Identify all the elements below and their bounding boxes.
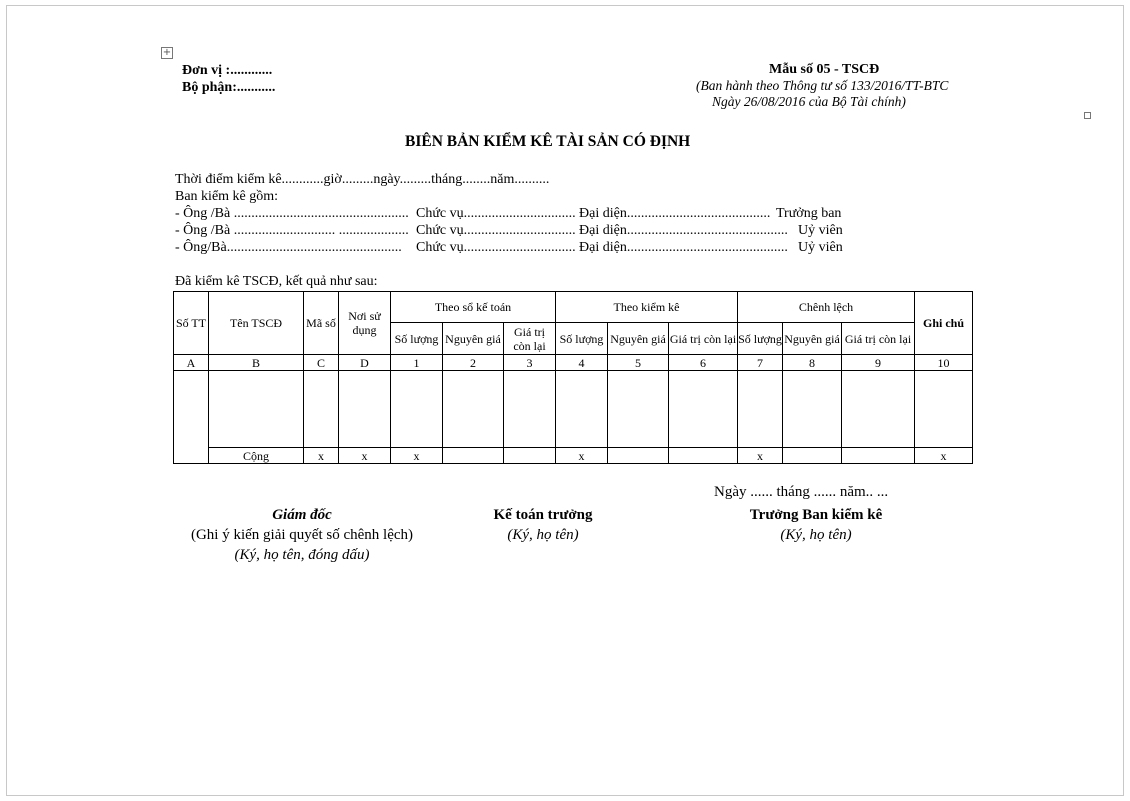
data-cell[interactable] xyxy=(304,371,339,448)
result-intro: Đã kiểm kê TSCĐ, kết quả như sau: xyxy=(175,274,378,289)
column-code: 8 xyxy=(783,355,842,371)
total-mark: x xyxy=(391,448,443,464)
subheader-qty: Số lượng xyxy=(738,323,783,355)
asset-inventory-table xyxy=(173,291,973,464)
member-role: Uỷ viên xyxy=(798,223,843,238)
member-row xyxy=(175,239,875,256)
header-group-count: Theo kiểm kê xyxy=(556,292,738,323)
column-code: D xyxy=(339,355,391,371)
column-code: 4 xyxy=(556,355,608,371)
director-sign-hint: (Ký, họ tên, đóng dấu) xyxy=(234,547,370,563)
column-code: 2 xyxy=(443,355,504,371)
total-mark: x xyxy=(915,448,973,464)
data-cell[interactable] xyxy=(556,371,608,448)
member-role: Uỷ viên xyxy=(798,240,843,255)
header-asset-name: Tên TSCĐ xyxy=(209,292,304,355)
total-mark: x xyxy=(339,448,391,464)
committee-label: Ban kiểm kê gồm: xyxy=(175,189,279,204)
column-code: A xyxy=(174,355,209,371)
member-name: - Ông /Bà ............................. .................... xyxy=(175,223,409,238)
document-title: BIÊN BẢN KIỂM KÊ TÀI SẢN CÓ ĐỊNH xyxy=(405,133,691,150)
data-cell[interactable] xyxy=(504,371,556,448)
unit-label: Đơn vị :............ xyxy=(182,63,273,78)
inspection-info xyxy=(175,171,875,256)
data-cell[interactable] xyxy=(608,371,669,448)
column-code: 5 xyxy=(608,355,669,371)
director-title: Giám đốc xyxy=(272,507,332,523)
member-role: Trưởng ban xyxy=(776,206,842,221)
data-cell[interactable] xyxy=(391,371,443,448)
header-code: Mã số xyxy=(304,292,339,355)
director-note: (Ghi ý kiến giải quyết số chênh lệch) xyxy=(190,527,414,543)
total-cell[interactable] xyxy=(842,448,915,464)
issued-by-line2: Ngày 26/08/2016 của Bộ Tài chính) xyxy=(712,94,906,109)
total-cell[interactable] xyxy=(443,448,504,464)
data-cell[interactable] xyxy=(915,371,973,448)
subheader-remaining: Giá trị còn lại xyxy=(504,323,556,355)
table-data-row xyxy=(174,371,973,448)
data-cell[interactable] xyxy=(669,371,738,448)
signature-committee-head xyxy=(726,505,906,545)
table-header-row xyxy=(174,292,973,323)
data-cell[interactable] xyxy=(738,371,783,448)
signature-chief-accountant xyxy=(463,505,623,545)
data-cell[interactable] xyxy=(783,371,842,448)
member-name: - Ông/Bà.................................................. xyxy=(175,240,402,255)
table-move-handle-icon[interactable]: + xyxy=(162,47,172,58)
total-cell[interactable] xyxy=(669,448,738,464)
column-code-row xyxy=(174,355,973,371)
header-note: Ghi chú xyxy=(915,292,973,355)
column-code: 9 xyxy=(842,355,915,371)
member-position: Chức vụ................................ xyxy=(416,240,576,255)
column-code: 1 xyxy=(391,355,443,371)
total-mark: x xyxy=(738,448,783,464)
total-cell[interactable] xyxy=(504,448,556,464)
header-group-books: Theo sổ kế toán xyxy=(391,292,556,323)
column-code: 7 xyxy=(738,355,783,371)
data-cell[interactable] xyxy=(339,371,391,448)
column-code: C xyxy=(304,355,339,371)
data-cell[interactable] xyxy=(174,371,209,464)
department-label: Bộ phận:........... xyxy=(182,80,276,95)
chief-accountant-sign-hint: (Ký, họ tên) xyxy=(507,527,579,543)
total-cell[interactable] xyxy=(608,448,669,464)
subheader-qty: Số lượng xyxy=(556,323,608,355)
total-cell[interactable] xyxy=(783,448,842,464)
total-mark: x xyxy=(304,448,339,464)
issued-by-line1: (Ban hành theo Thông tư số 133/2016/TT-BTC xyxy=(696,78,949,93)
chief-accountant-title: Kế toán trưởng xyxy=(493,507,593,523)
subheader-remaining: Giá trị còn lại xyxy=(669,323,738,355)
committee-head-title: Trưởng Ban kiểm kê xyxy=(749,507,883,523)
member-representative: Đại diện......................................... xyxy=(579,206,771,221)
data-cell[interactable] xyxy=(443,371,504,448)
signature-director xyxy=(172,505,432,565)
subheader-cost: Nguyên giá xyxy=(443,323,504,355)
subheader-remaining: Giá trị còn lại xyxy=(842,323,915,355)
subheader-cost: Nguyên giá xyxy=(608,323,669,355)
member-position: Chức vụ................................ xyxy=(416,223,576,238)
total-mark: x xyxy=(556,448,608,464)
data-cell[interactable] xyxy=(842,371,915,448)
member-name: - Ông /Bà .................................................. xyxy=(175,206,409,221)
committee-head-sign-hint: (Ký, họ tên) xyxy=(780,527,852,543)
member-row xyxy=(175,222,875,239)
signature-date: Ngày ...... tháng ...... năm.. ... xyxy=(714,484,889,500)
data-cell[interactable] xyxy=(209,371,304,448)
member-position: Chức vụ................................ xyxy=(416,206,576,221)
form-code: Mẫu số 05 - TSCĐ xyxy=(769,62,880,77)
table-total-row xyxy=(174,448,973,464)
member-row xyxy=(175,205,875,222)
column-code: 10 xyxy=(915,355,973,371)
header-stt: Số TT xyxy=(174,292,209,355)
inspection-time: Thời điểm kiểm kê............giờ.........ngày.........tháng........năm.......... xyxy=(175,172,550,187)
member-representative: Đại diện.............................................. xyxy=(579,240,788,255)
column-code: 6 xyxy=(669,355,738,371)
member-representative: Đại diện.............................................. xyxy=(579,223,788,238)
column-code: B xyxy=(209,355,304,371)
header-group-diff: Chênh lệch xyxy=(738,292,915,323)
table-resize-handle-icon[interactable] xyxy=(1084,112,1091,119)
subheader-cost: Nguyên giá xyxy=(783,323,842,355)
total-label: Cộng xyxy=(209,448,304,464)
header-place: Nơi sử dụng xyxy=(339,292,391,355)
unit-block xyxy=(182,62,275,96)
column-code: 3 xyxy=(504,355,556,371)
subheader-qty: Số lượng xyxy=(391,323,443,355)
